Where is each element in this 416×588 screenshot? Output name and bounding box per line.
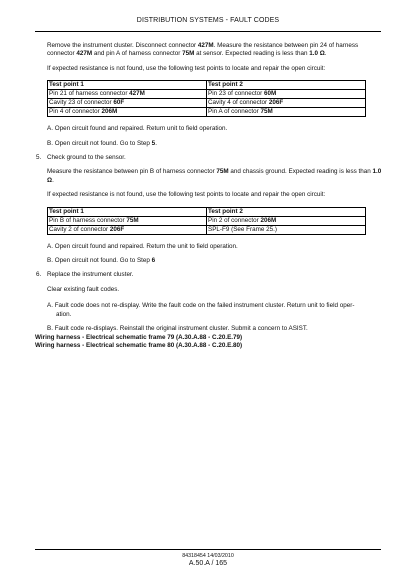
test-points-table-1 bbox=[47, 80, 366, 117]
step-number: 6. bbox=[36, 271, 42, 279]
intro-text-1: Remove the instrument cluster. Disconnect connector bbox=[47, 42, 198, 49]
outcome-a-line-2: ation. bbox=[56, 310, 72, 318]
cell-text: Pin 2 of connector bbox=[208, 216, 261, 224]
outcome-b-3: B. Fault code re-displays. Reinstall the original instrument cluster. Submit a concern to ASIST. bbox=[47, 325, 308, 333]
footer-divider bbox=[35, 549, 381, 550]
wiring-link-79[interactable]: Wiring harness - Electrical schematic frame 79 (A.30.A.88 - C.20.E.79) bbox=[35, 333, 243, 341]
cell-connector: 206M bbox=[101, 108, 118, 116]
table-header-cell: Test point 1 bbox=[48, 81, 207, 90]
table-cell bbox=[207, 90, 366, 99]
step5-text-2: and chassis ground. Expected reading is less than bbox=[228, 168, 373, 176]
table-header-cell: Test point 2 bbox=[207, 81, 366, 90]
step-title: Replace the instrument cluster. bbox=[47, 271, 134, 279]
table-cell bbox=[207, 108, 366, 117]
outcome-a-3 bbox=[36, 302, 382, 319]
table-header-cell: Test point 1 bbox=[48, 207, 207, 216]
intro-test-points-note: If expected resistance is not found, use the following test points to locate and repair the open circuit: bbox=[47, 64, 326, 72]
cell-text: Pin 23 of connector bbox=[208, 90, 265, 98]
step-link: 5 bbox=[151, 139, 156, 147]
step5-text-3: . bbox=[52, 176, 54, 184]
outcome-b-text: B. Open circuit not found. Go to Step bbox=[47, 139, 152, 147]
page-header-title: DISTRIBUTION SYSTEMS - FAULT CODES bbox=[136, 17, 280, 24]
step-5-paragraph bbox=[36, 168, 382, 185]
table-header-row bbox=[48, 81, 366, 90]
page-body bbox=[36, 42, 382, 350]
connector-75m: 75M bbox=[182, 50, 195, 58]
table-header-row bbox=[48, 207, 366, 216]
intro-text-4: at sensor. Expected reading is less than bbox=[194, 50, 310, 58]
step-link: 6 bbox=[151, 257, 156, 265]
table-row bbox=[48, 90, 366, 99]
cell-connector: 60M bbox=[264, 90, 277, 98]
cell-text: Cavity 23 of connector bbox=[49, 99, 114, 107]
outcome-a-line-1: A. Fault code does not re-display. Write the fault code on the failed instrument cluster. Return unit to field oper- bbox=[47, 302, 355, 310]
outcome-a-2: A. Open circuit found and repaired. Return the unit to field operation. bbox=[47, 242, 238, 250]
cell-connector: 206F bbox=[109, 225, 125, 233]
connector-75m: 75M bbox=[216, 168, 229, 176]
table-cell bbox=[48, 108, 207, 117]
cell-text: SPL-F9 (See Frame 25.) bbox=[208, 225, 277, 233]
outcome-b-text: B. Open circuit not found. Go to Step bbox=[47, 257, 152, 265]
header-divider bbox=[35, 31, 381, 32]
cell-connector: 206M bbox=[260, 216, 277, 224]
table-row bbox=[48, 108, 366, 117]
cell-text: Cavity 4 of connector bbox=[208, 99, 269, 107]
intro-paragraph bbox=[36, 42, 382, 59]
connector-427m-2: 427M bbox=[76, 50, 93, 58]
test-points-table-2 bbox=[47, 207, 366, 235]
cell-text: Pin B of harness connector bbox=[49, 216, 127, 224]
outcome-b-2 bbox=[36, 257, 382, 265]
table-cell bbox=[207, 216, 366, 225]
wiring-link-80[interactable]: Wiring harness - Electrical schematic frame 80 (A.30.A.88 - C.20.E.80) bbox=[35, 341, 243, 349]
table-row bbox=[48, 99, 366, 108]
step-5-heading bbox=[36, 154, 382, 162]
table-cell bbox=[207, 225, 366, 234]
expected-resistance: 1.0 Ω bbox=[47, 168, 382, 184]
step-title: Check ground to the sensor. bbox=[47, 154, 126, 162]
table-cell bbox=[48, 90, 207, 99]
cell-connector: 206F bbox=[268, 99, 284, 107]
cell-connector: 60F bbox=[113, 99, 125, 107]
outcome-b-1 bbox=[36, 140, 382, 148]
intro-text-2: . Measure the resistance between pin 24 of harness connector bbox=[47, 42, 359, 58]
table-cell bbox=[48, 216, 207, 225]
expected-resistance: 1.0 Ω bbox=[309, 50, 325, 58]
outcome-a-1: A. Open circuit found and repaired. Return unit to field operation. bbox=[47, 125, 228, 133]
table-cell bbox=[207, 99, 366, 108]
outcome-b-end: . bbox=[155, 139, 157, 147]
cell-text: Pin 21 of harness connector bbox=[49, 90, 130, 98]
step-6-heading bbox=[36, 271, 382, 279]
table-row bbox=[48, 225, 366, 234]
table-cell bbox=[48, 225, 207, 234]
step-number: 5. bbox=[36, 154, 42, 162]
cell-text: Pin 4 of connector bbox=[49, 108, 102, 116]
table-row bbox=[48, 216, 366, 225]
cell-connector: 75M bbox=[260, 108, 273, 116]
table-header-cell: Test point 2 bbox=[207, 207, 366, 216]
intro-text-3: and pin A of harness connector bbox=[92, 50, 183, 58]
table-cell bbox=[48, 99, 207, 108]
step-5-test-points-note: If expected resistance is not found, use the following test points to locate and repair the open circuit: bbox=[47, 191, 326, 199]
step-6-paragraph: Clear existing fault codes. bbox=[47, 285, 120, 293]
cell-connector: 427M bbox=[129, 90, 145, 98]
cell-connector: 75M bbox=[126, 216, 139, 224]
cell-text: Cavity 2 of connector bbox=[49, 225, 110, 233]
intro-text-5: . bbox=[324, 50, 327, 58]
step5-text-1: Measure the resistance between pin B of harness connector bbox=[47, 168, 217, 176]
connector-427m: 427M bbox=[197, 42, 214, 49]
cell-text: Pin A of connector bbox=[208, 108, 261, 116]
document-code: 84318454 14/03/2010 bbox=[182, 553, 234, 559]
page-number: A.50.A / 165 bbox=[188, 560, 228, 567]
